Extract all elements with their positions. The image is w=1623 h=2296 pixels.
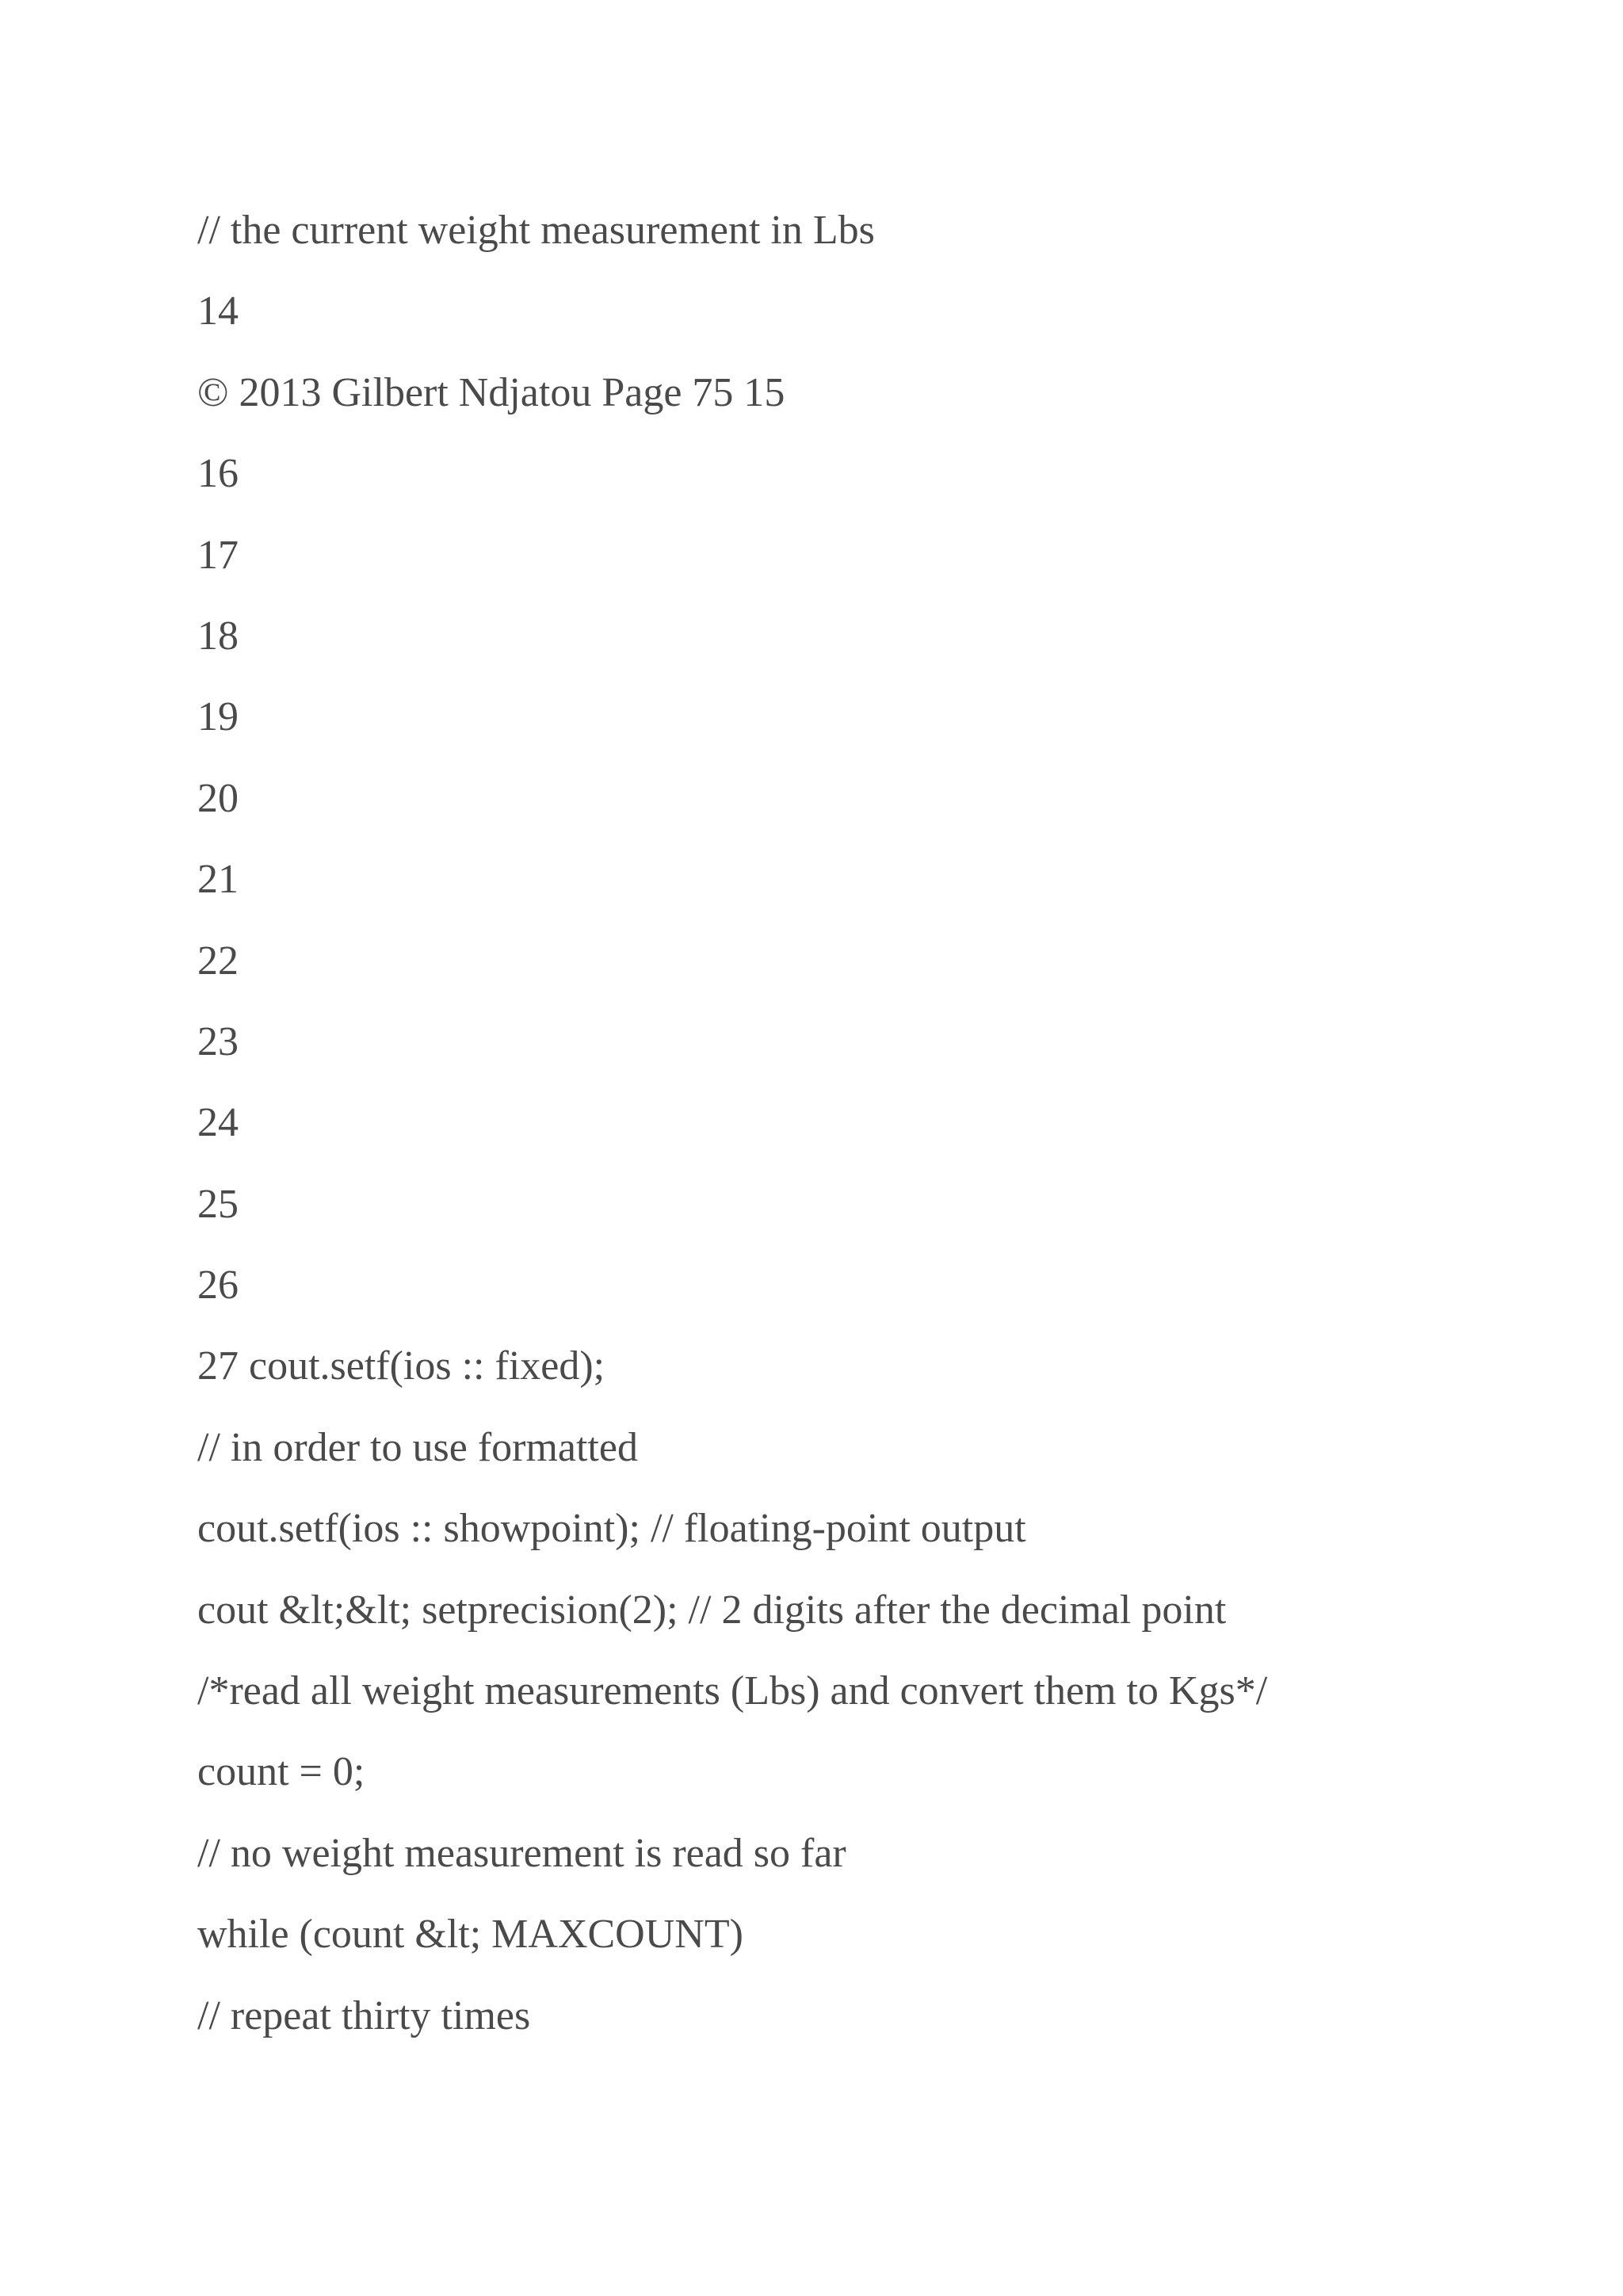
- code-line: cout.setf(ios :: showpoint); // floating-point output: [197, 1506, 1026, 1552]
- line-number: 23: [197, 1018, 239, 1064]
- line-number: 25: [197, 1181, 239, 1227]
- code-line: count = 0;: [197, 1749, 365, 1795]
- line-number: 20: [197, 775, 239, 821]
- line-number: 26: [197, 1263, 239, 1308]
- line-number: 14: [197, 288, 239, 334]
- code-listing: [197, 190, 1576, 2057]
- line-number: 18: [197, 613, 239, 659]
- line-number: 17: [197, 532, 239, 578]
- line-number: 16: [197, 451, 239, 497]
- text-line: // the current weight measurement in Lbs: [197, 208, 875, 253]
- line-number: 19: [197, 694, 239, 740]
- code-comment: /*read all weight measurements (Lbs) and convert them to Kgs*/: [197, 1668, 1268, 1714]
- code-comment: // no weight measurement is read so far: [197, 1830, 846, 1876]
- line-number: 21: [197, 857, 239, 903]
- code-line: while (count &lt; MAXCOUNT): [197, 1912, 743, 1958]
- code-comment: // in order to use formatted: [197, 1424, 638, 1470]
- code-comment: // repeat thirty times: [197, 1992, 531, 2038]
- line-number: 22: [197, 938, 239, 984]
- line-number: 24: [197, 1100, 239, 1146]
- code-line: 27 cout.setf(ios :: fixed);: [197, 1343, 605, 1389]
- copyright-footer: © 2013 Gilbert Ndjatou Page 75 15: [197, 369, 785, 415]
- code-line: cout &lt;&lt; setprecision(2); // 2 digits after the decimal point: [197, 1587, 1227, 1633]
